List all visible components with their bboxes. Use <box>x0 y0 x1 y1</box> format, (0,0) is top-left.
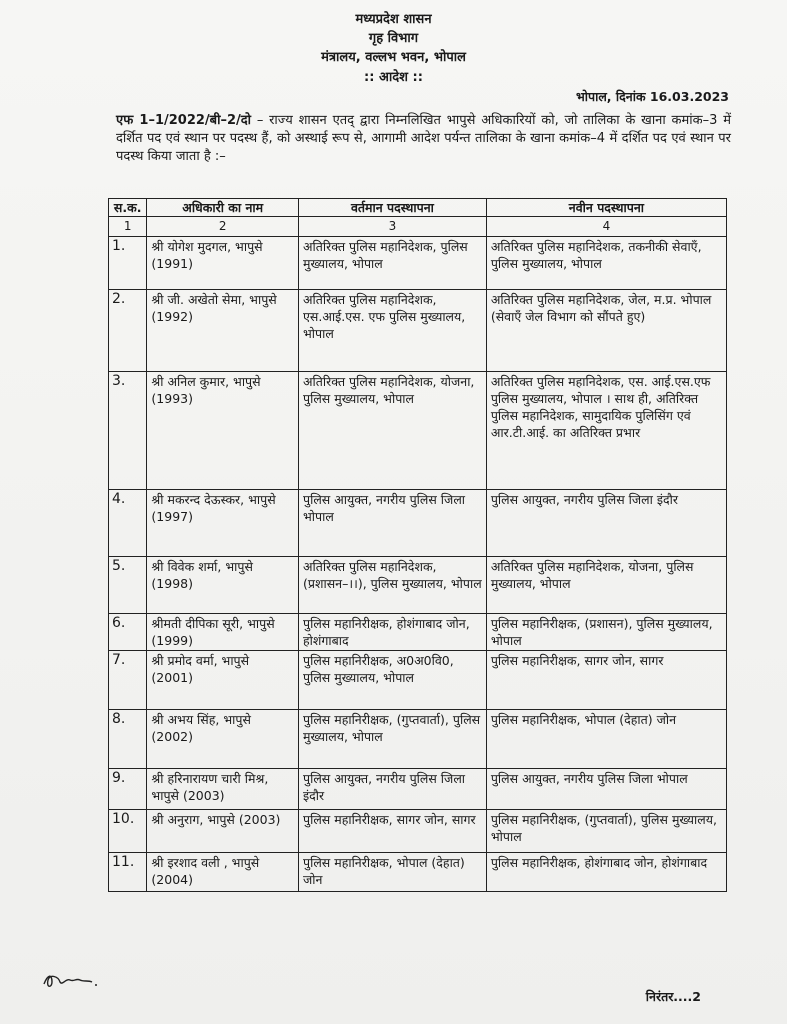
current-posting: पुलिस महानिरीक्षक, भोपाल (देहात) जोन <box>298 853 486 892</box>
table-row <box>109 810 727 853</box>
posting-table <box>108 198 727 892</box>
header-department: गृह विभाग <box>368 31 419 46</box>
serial-number: 3. <box>109 372 147 490</box>
table-row <box>109 237 727 290</box>
table-row <box>109 490 727 557</box>
officer-name: श्री इरशाद वली , भापुसे (2004) <box>147 853 299 892</box>
new-posting: पुलिस महानिरीक्षक, (गुप्तवार्ता), पुलिस मुख्यालय, भोपाल <box>486 810 726 853</box>
table-row <box>109 557 727 614</box>
column-number-row <box>109 217 727 237</box>
new-posting: पुलिस आयुक्त, नगरीय पुलिस जिला इंदौर <box>486 490 726 557</box>
new-posting: पुलिस महानिरीक्षक, भोपाल (देहात) जोन <box>486 710 726 769</box>
current-posting: पुलिस महानिरीक्षक, (गुप्तवार्ता), पुलिस मुख्यालय, भोपाल <box>298 710 486 769</box>
current-posting: पुलिस आयुक्त, नगरीय पुलिस जिला भोपाल <box>298 490 486 557</box>
new-posting: पुलिस महानिरीक्षक, होशंगाबाद जोन, होशंगाबाद <box>486 853 726 892</box>
new-posting: अतिरिक्त पुलिस महानिदेशक, योजना, पुलिस मुख्यालय, भोपाल <box>486 557 726 614</box>
current-posting: अतिरिक्त पुलिस महानिदेशक, (प्रशासन–।।), पुलिस मुख्यालय, भोपाल <box>298 557 486 614</box>
new-posting: पुलिस महानिरीक्षक, सागर जोन, सागर <box>486 651 726 710</box>
col-number: 1 <box>109 217 147 237</box>
new-posting: अतिरिक्त पुलिस महानिदेशक, एस. आई.एस.एफ पुलिस मुख्यालय, भोपाल । साथ ही, अतिरिक्त पुलिस महानिदेशक, सामुदायिक पुलिसिंग एवं आर.टी.आई. का अतिरिक्त प्रभार <box>486 372 726 490</box>
table-row <box>109 710 727 769</box>
order-text: – राज्य शासन एतद् द्वारा निम्नलिखित भापुसे अधिकारियों को, जो तालिका के खाना कमांक–3 में दर्शित पद एवं स्थान पर पदस्थ हैं, को अस्थाई रूप से, आगामी आदेश पर्यन्त तालिका के खाना कमांक–4 में दर्शित पद एवं स्थान पर पदस्थ किया जाता है :– <box>116 113 731 164</box>
table-row <box>109 651 727 710</box>
col-number: 2 <box>147 217 299 237</box>
col-number: 4 <box>486 217 726 237</box>
table-row <box>109 614 727 651</box>
header-new-posting: नवीन पदस्थापना <box>486 199 726 217</box>
officer-name: श्री प्रमोद वर्मा, भापुसे (2001) <box>147 651 299 710</box>
header-state-government: मध्यप्रदेश शासन <box>355 12 432 27</box>
officer-name: श्रीमती दीपिका सूरी, भापुसे (1999) <box>147 614 299 651</box>
table-row <box>109 372 727 490</box>
current-posting: अतिरिक्त पुलिस महानिदेशक, एस.आई.एस. एफ पुलिस मुख्यालय, भोपाल <box>298 290 486 372</box>
serial-number: 8. <box>109 710 147 769</box>
header-current-posting: वर्तमान पदस्थापना <box>298 199 486 217</box>
officer-name: श्री हरिनारायण चारी मिश्र, भापुसे (2003) <box>147 769 299 810</box>
signature-mark <box>40 968 100 992</box>
continuation-note: निरंतर....2 <box>645 989 701 1004</box>
table-row <box>109 290 727 372</box>
serial-number: 6. <box>109 614 147 651</box>
serial-number: 11. <box>109 853 147 892</box>
current-posting: पुलिस आयुक्त, नगरीय पुलिस जिला इंदौर <box>298 769 486 810</box>
current-posting: अतिरिक्त पुलिस महानिदेशक, पुलिस मुख्यालय, भोपाल <box>298 237 486 290</box>
header-order-title: :: आदेश :: <box>364 70 423 85</box>
header-serial: स.क. <box>109 199 147 217</box>
serial-number: 9. <box>109 769 147 810</box>
date-line: भोपाल, दिनांक 16.03.2023 <box>575 89 729 104</box>
officer-name: श्री अनुराग, भापुसे (2003) <box>147 810 299 853</box>
serial-number: 7. <box>109 651 147 710</box>
new-posting: पुलिस महानिरीक्षक, (प्रशासन), पुलिस मुख्यालय, भोपाल <box>486 614 726 651</box>
current-posting: पुलिस महानिरीक्षक, होशंगाबाद जोन, होशंगाबाद <box>298 614 486 651</box>
serial-number: 5. <box>109 557 147 614</box>
order-number: एफ 1–1/2022/बी–2/दो <box>116 113 252 128</box>
serial-number: 2. <box>109 290 147 372</box>
officer-name: श्री अभय सिंह, भापुसे (2002) <box>147 710 299 769</box>
current-posting: पुलिस महानिरीक्षक, अ0अ0वि0, पुलिस मुख्यालय, भोपाल <box>298 651 486 710</box>
table-row <box>109 853 727 892</box>
current-posting: पुलिस महानिरीक्षक, सागर जोन, सागर <box>298 810 486 853</box>
header-officer-name: अधिकारी का नाम <box>147 199 299 217</box>
officer-name: श्री विवेक शर्मा, भापुसे (1998) <box>147 557 299 614</box>
table-row <box>109 769 727 810</box>
officer-name: श्री योगेश मुदगल, भापुसे (1991) <box>147 237 299 290</box>
serial-number: 10. <box>109 810 147 853</box>
new-posting: पुलिस आयुक्त, नगरीय पुलिस जिला भोपाल <box>486 769 726 810</box>
officer-name: श्री अनिल कुमार, भापुसे (1993) <box>147 372 299 490</box>
serial-number: 4. <box>109 490 147 557</box>
col-number: 3 <box>298 217 486 237</box>
current-posting: अतिरिक्त पुलिस महानिदेशक, योजना, पुलिस मुख्यालय, भोपाल <box>298 372 486 490</box>
order-paragraph <box>116 112 731 166</box>
serial-number: 1. <box>109 237 147 290</box>
officer-name: श्री मकरन्द देऊस्कर, भापुसे (1997) <box>147 490 299 557</box>
new-posting: अतिरिक्त पुलिस महानिदेशक, जेल, म.प्र. भोपाल (सेवाएँ जेल विभाग को सौंपते हुए) <box>486 290 726 372</box>
officer-name: श्री जी. अखेतो सेमा, भापुसे (1992) <box>147 290 299 372</box>
header-ministry-address: मंत्रालय, वल्लभ भवन, भोपाल <box>321 50 466 65</box>
new-posting: अतिरिक्त पुलिस महानिदेशक, तकनीकी सेवाएँ, पुलिस मुख्यालय, भोपाल <box>486 237 726 290</box>
table-header-row <box>109 199 727 217</box>
